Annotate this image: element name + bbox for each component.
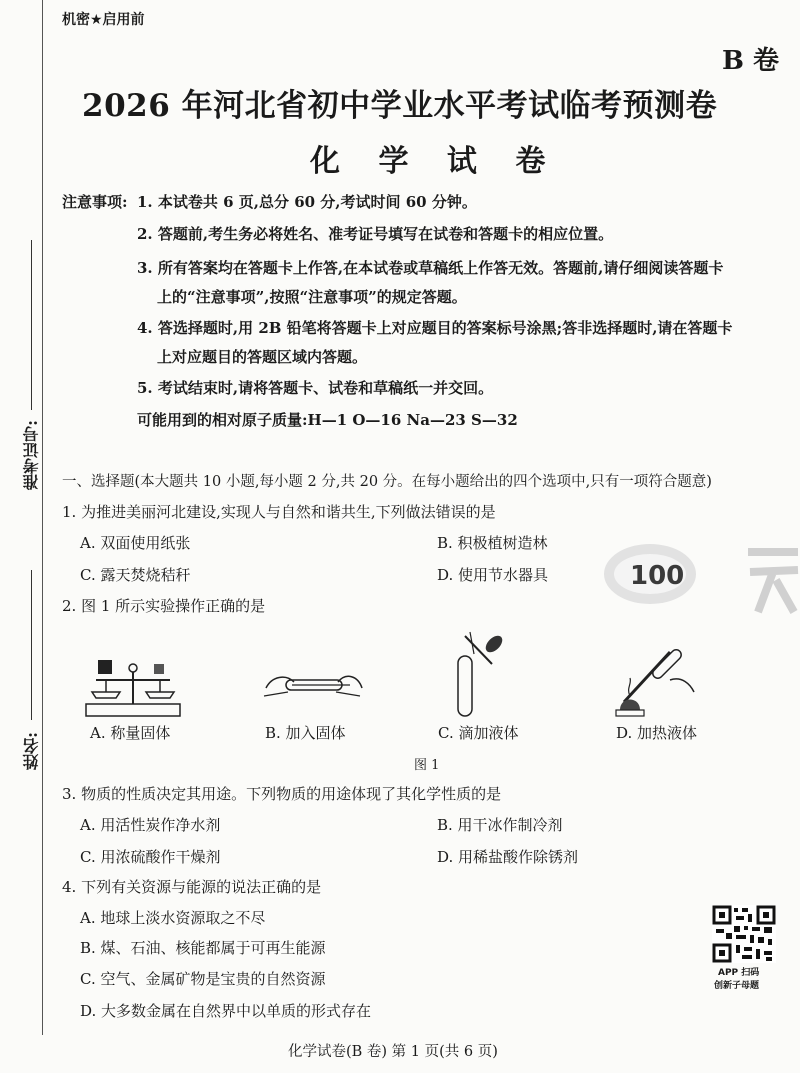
notes-label: 注意事项: [62,193,128,211]
note-item: 5. 考试结束时,请将答题卡、试卷和草稿纸一并交回。 [137,379,494,397]
q2-stem: 2. 图 1 所示实验操作正确的是 [62,597,266,615]
note-item: 上对应题目的答题区域内答题。 [157,348,368,366]
name-write-line [31,570,32,720]
q4-option-d: D. 大多数金属在自然界中以单质的形式存在 [80,1002,372,1020]
atomic-mass-line: 可能用到的相对原子质量:H—1 O—16 Na—23 S—32 [137,411,518,429]
exam-id-write-line [31,240,32,410]
q4-option-c: C. 空气、金属矿物是宝贵的自然资源 [80,970,326,988]
note-item: 上的“注意事项”,按照“注意事项”的规定答题。 [157,288,467,306]
binding-line [42,0,43,1035]
qr-caption-2: 创新子母题 [714,981,760,991]
qr-code-icon[interactable] [712,905,776,963]
balance-scale-figure [78,650,188,720]
q4-stem: 4. 下列有关资源与能源的说法正确的是 [62,878,322,896]
paper-version: B 卷 [722,46,780,76]
q3-stem: 3. 物质的性质决定其用途。下列物质的用途体现了其化学性质的是 [62,785,502,803]
q3-option-c: C. 用浓硫酸作干燥剂 [80,848,221,866]
exam-id-label: 准考证号: [22,420,41,490]
page-footer: 化学试卷(B 卷) 第 1 页(共 6 页) [288,1044,498,1060]
section-heading: 一、选择题(本大题共 10 小题,每小题 2 分,共 20 分。在每小题给出的四个选项中,只有一项符合题意) [62,474,712,490]
page-title: 2026 年河北省初中学业水平考试临考预测卷 [82,88,718,124]
q3-option-b: B. 用干冰作制冷剂 [437,816,563,834]
q1-stem: 1. 为推进美丽河北建设,实现人与自然和谐共生,下列做法错误的是 [62,503,496,521]
q1-option-c: C. 露天焚烧秸秆 [80,566,191,584]
q2-option-d: D. 加热液体 [616,724,698,742]
confidential-mark: 机密★启用前 [62,12,145,28]
adding-solid-figure [258,660,368,710]
q3-option-d: D. 用稀盐酸作除锈剂 [437,848,579,866]
q3-option-a: A. 用活性炭作净水剂 [80,816,221,834]
note-item: 3. 所有答案均在答题卡上作答,在本试卷或草稿纸上作答无效。答题前,请仔细阅读答题卡 [137,259,724,277]
q4-option-a: A. 地球上淡水资源取之不尽 [80,909,266,927]
q2-option-b: B. 加入固体 [265,724,346,742]
figure-caption: 图 1 [414,758,440,773]
heating-liquid-figure [610,640,700,720]
watermark-logo [598,542,800,642]
note-item: 4. 答选择题时,用 2B 铅笔将答题卡上对应题目的答案标号涂黑;答非选择题时,请在答题卡 [137,319,733,337]
name-label: 姓名: [22,732,41,770]
note-item: 2. 答题前,考生务必将姓名、准考证号填写在试卷和答题卡的相应位置。 [137,225,614,243]
qr-caption-1: APP 扫码 [718,968,760,978]
q1-option-a: A. 双面使用纸张 [80,534,191,552]
q1-option-d: D. 使用节水器具 [437,566,549,584]
note-item: 1. 本试卷共 6 页,总分 60 分,考试时间 60 分钟。 [137,193,477,211]
q4-option-b: B. 煤、石油、核能都属于可再生能源 [80,939,326,957]
watermark-glyph [748,552,798,612]
q2-option-a: A. 称量固体 [90,724,171,742]
watermark-text: 100 [630,561,685,591]
dropper-figure [450,628,510,720]
subject-title: 化 学 试 卷 [310,144,560,179]
q2-option-c: C. 滴加液体 [438,724,519,742]
q1-option-b: B. 积极植树造林 [437,534,548,552]
